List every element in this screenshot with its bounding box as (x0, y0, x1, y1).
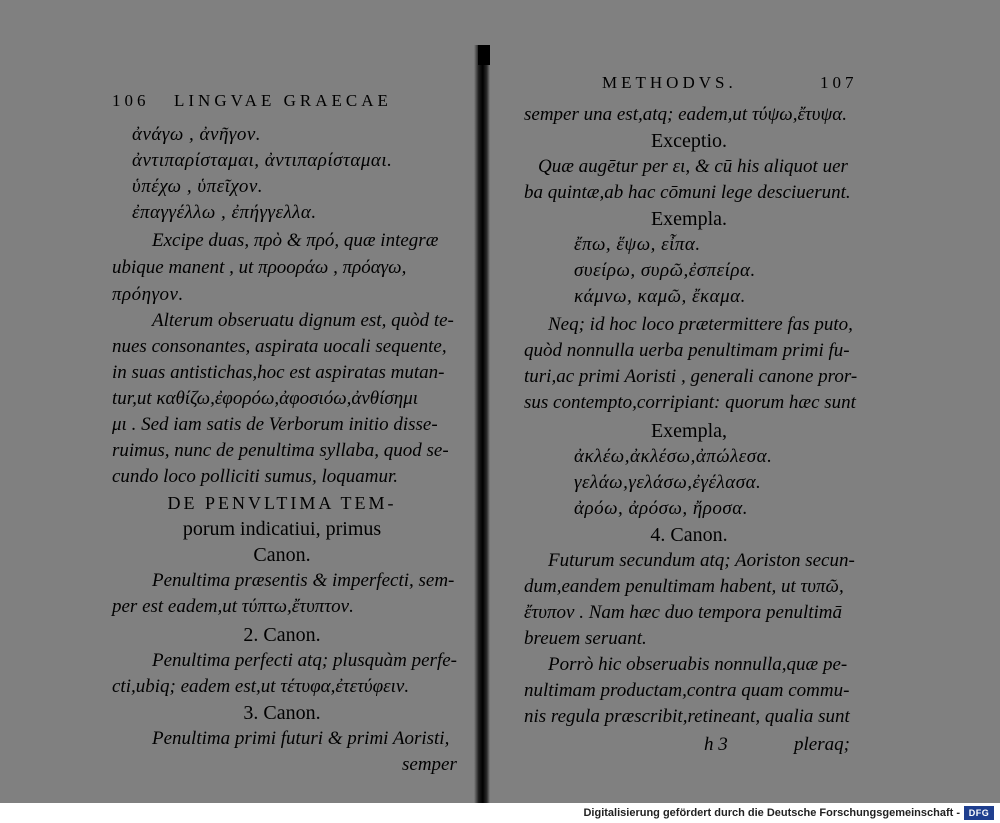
greek-line: ἀκλέω,ἀκλέσω,ἀπώλεσα. (574, 446, 773, 467)
text-line: semper una est,atq; eadem,ut τύψω,ἔτυψα. (524, 104, 847, 125)
greek-line: ἐπαγγέλλω , ἐπήγγελλα. (132, 202, 317, 223)
text-line: μι . Sed iam satis de Verborum initio disse- (112, 414, 438, 435)
text-line: Penultima perfecti atq; plusquàm perfe- (152, 650, 457, 671)
right-page-number: 107 (820, 73, 858, 92)
greek-line: ἔπω, ἕψω, εἶπα. (574, 234, 701, 255)
greek-line: ὑπέχω , ὑπεῖχον. (132, 176, 263, 197)
text-line: nis regula præscribit,retineant, qualia sunt (524, 706, 850, 727)
section-heading: porum indicatiui, primus (182, 518, 382, 540)
text-line: ba quintæ,ab hac cōmuni lege desciuerunt. (524, 182, 851, 203)
exempla-heading: Exempla. (650, 208, 728, 230)
text-line: cundo loco polliciti sumus, loquamur. (112, 466, 399, 487)
signature-mark: h 3 (704, 734, 728, 755)
text-line: in suas antistichas,hoc est aspiratas mutan- (112, 362, 445, 383)
text-line: ἔτυπον . Nam hæc duo tempora penultimā (524, 602, 843, 623)
text-line: πρόηγον. (112, 284, 184, 305)
dfg-logo[interactable]: DFG (964, 806, 994, 820)
catchword: pleraq; (794, 734, 850, 755)
funding-credit: Digitalisierung gefördert durch die Deutsche Forschungsgemeinschaft - (583, 807, 960, 819)
text-line: Quæ augētur per ει, & cū his aliquot uer (538, 156, 848, 177)
greek-line: ἀντιπαρίσταμαι, ἀντιπαρίσταμαι. (132, 150, 393, 171)
text-line: quòd nonnulla uerba penultimam primi fu- (524, 340, 850, 361)
section-heading: DE PENVLTIMA TEM- (167, 493, 397, 513)
canon-heading: 3. Canon. (243, 702, 321, 724)
footer-bar (0, 803, 1000, 823)
text-line: turi,ac primi Aoristi , generali canone pror- (524, 366, 858, 387)
text-line: Excipe duas, πρὸ & πρό, quæ integræ (152, 230, 439, 251)
text-line: Futurum secundum atq; Aoriston secun- (548, 550, 855, 571)
catchword: semper (402, 754, 457, 775)
text-line: Alterum obseruatu dignum est, quòd te- (152, 310, 454, 331)
text-line: tur,ut καθίζω,ἐφορόω,ἀφοσιόω,ἀνθίσημι (112, 388, 419, 409)
text-line: Penultima primi futuri & primi Aoristi, (152, 728, 450, 749)
text-line: ruimus, nunc de penultima syllaba, quod se- (112, 440, 449, 461)
text-line: per est eadem,ut τύπτω,ἔτυπτον. (112, 596, 354, 617)
gutter-mark (478, 45, 490, 65)
greek-line: ἀνάγω , ἀνῆγον. (132, 124, 262, 145)
text-line: Neq; id hoc loco prætermittere fas puto, (548, 314, 853, 335)
text-line: ubique manent , ut προοράω , πρόαγω, (112, 257, 407, 278)
canon-heading: 4. Canon. (650, 524, 728, 546)
greek-line: κάμνω, καμῶ, ἔκαμα. (574, 286, 746, 307)
left-running-head: LINGVAE GRAECAE (174, 91, 392, 110)
text-line: breuem seruant. (524, 628, 647, 649)
text-line: Porrò hic obseruabis nonnulla,quæ pe- (548, 654, 848, 675)
exceptio-heading: Exceptio. (650, 130, 728, 152)
greek-line: γελάω,γελάσω,ἐγέλασα. (574, 472, 762, 493)
text-line: Penultima præsentis & imperfecti, sem- (152, 570, 455, 591)
text-line: nues consonantes, aspirata uocali sequente, (112, 336, 447, 357)
canon-heading: Canon. (253, 544, 311, 566)
text-line: cti,ubiq; eadem est,ut τέτυφα,ἐτετύφειν. (112, 676, 410, 697)
left-page-number: 106 (112, 91, 150, 110)
exempla-heading: Exempla, (650, 420, 728, 442)
text-line: sus contempto,corripiant: quorum hæc sunt (524, 392, 856, 413)
text-line: nultimam productam,contra quam commu- (524, 680, 850, 701)
right-running-head: METHODVS. (602, 73, 737, 92)
greek-line: ἀρόω, ἀρόσω, ἤροσα. (574, 498, 749, 519)
book-gutter (474, 45, 490, 803)
text-line: dum,eandem penultimam habent, ut τυπῶ, (524, 576, 844, 597)
canon-heading: 2. Canon. (243, 624, 321, 646)
greek-line: συείρω, συρῶ,ἐσπείρα. (574, 260, 756, 281)
